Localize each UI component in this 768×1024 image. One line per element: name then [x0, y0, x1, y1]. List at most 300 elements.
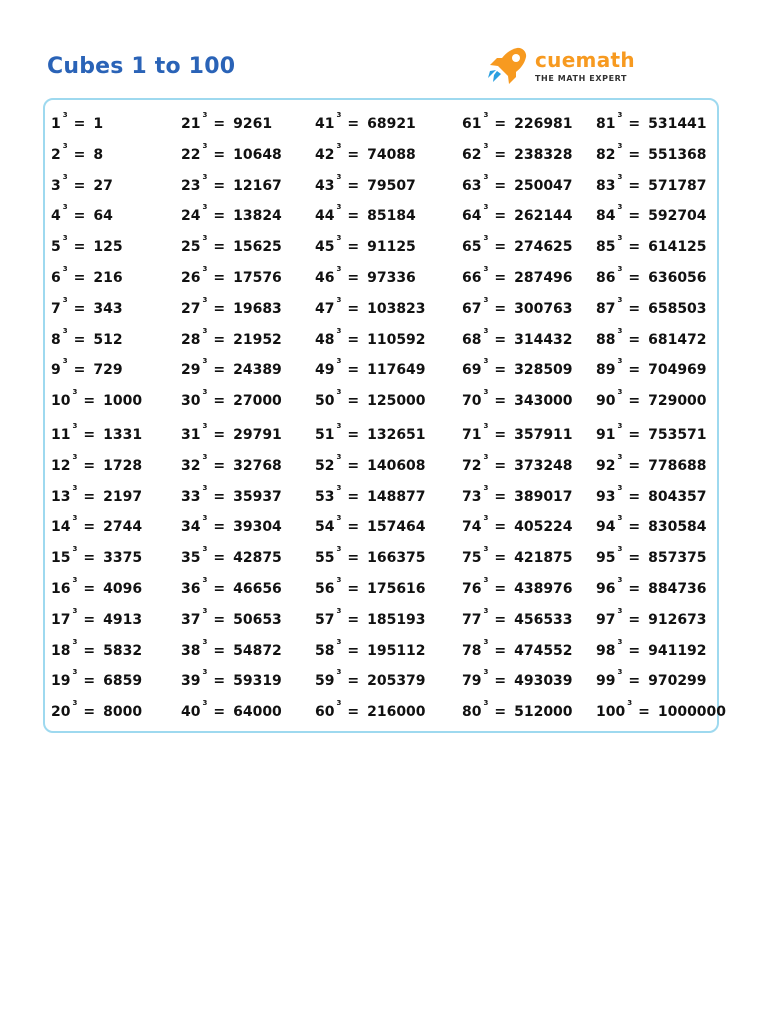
cube-exponent: 3 [72, 388, 78, 397]
equals-sign: = [213, 457, 226, 474]
cube-exponent: 3 [336, 111, 342, 119]
equals-sign: = [494, 116, 507, 132]
cube-exponent: 3 [336, 637, 342, 646]
cube-result: 39304 [233, 519, 282, 536]
cube-base: 70 [462, 393, 482, 410]
equals-sign: = [638, 704, 650, 721]
cube-exponent: 3 [62, 326, 68, 335]
cube-result: 5832 [103, 642, 143, 659]
cube-row [462, 513, 573, 541]
cube-result: 103823 [367, 300, 426, 317]
cube-result: 216000 [367, 704, 426, 721]
cube-row [596, 606, 707, 634]
equals-sign: = [73, 177, 86, 194]
cube-exponent: 3 [202, 514, 208, 523]
cube-base: 54 [315, 519, 335, 536]
cube-result: 531441 [648, 116, 707, 132]
cube-result: 1 [93, 116, 104, 132]
cube-result: 15625 [233, 239, 282, 256]
cube-result: 19683 [233, 300, 282, 317]
cube-exponent: 3 [202, 606, 208, 615]
equals-sign: = [494, 208, 507, 225]
cube-base: 16 [51, 581, 71, 597]
cube-exponent: 3 [617, 141, 623, 150]
cube-exponent: 3 [202, 111, 208, 119]
cube-result: 35937 [233, 488, 282, 505]
cube-exponent: 3 [617, 234, 623, 243]
cube-base: 91 [596, 427, 616, 443]
cube-row [462, 667, 573, 695]
equals-sign: = [628, 208, 641, 225]
cube-exponent: 3 [62, 172, 68, 181]
cube-exponent: 3 [483, 265, 489, 273]
cube-exponent: 3 [336, 422, 342, 430]
cube-base: 9 [51, 362, 61, 379]
cube-row [315, 172, 416, 200]
cube-result: 205379 [367, 673, 426, 690]
cube-exponent: 3 [483, 483, 489, 492]
cube-exponent: 3 [483, 326, 489, 335]
equals-sign: = [83, 519, 96, 536]
cube-row [596, 202, 707, 230]
brand-name: cuemath [535, 48, 635, 72]
cube-result: 343 [93, 300, 123, 317]
cube-result: 614125 [648, 239, 707, 256]
cube-base: 83 [596, 177, 616, 194]
equals-sign: = [347, 208, 360, 225]
cube-base: 17 [51, 611, 71, 628]
cube-exponent: 3 [202, 265, 208, 273]
cube-result: 2744 [103, 519, 143, 536]
cube-exponent: 3 [62, 141, 68, 150]
cube-result: 4096 [103, 581, 143, 597]
cube-base: 21 [181, 116, 201, 132]
cube-exponent: 3 [483, 111, 489, 119]
cube-exponent: 3 [483, 452, 489, 461]
equals-sign: = [494, 331, 507, 348]
cube-row [51, 637, 142, 665]
cube-base: 24 [181, 208, 201, 225]
cube-result: 405224 [514, 519, 573, 536]
cube-result: 195112 [367, 642, 426, 659]
cube-row [181, 452, 282, 480]
cube-result: 274625 [514, 239, 573, 256]
cube-row [315, 387, 426, 415]
cube-exponent: 3 [336, 172, 342, 181]
cube-row [315, 575, 426, 603]
cube-base: 69 [462, 362, 482, 379]
equals-sign: = [628, 300, 641, 317]
cube-row [462, 295, 573, 323]
cube-exponent: 3 [617, 111, 623, 119]
equals-sign: = [347, 331, 360, 348]
cube-exponent: 3 [483, 637, 489, 646]
cube-row [51, 387, 142, 415]
cube-row [315, 513, 426, 541]
equals-sign: = [494, 519, 507, 536]
cube-base: 73 [462, 488, 482, 505]
cube-exponent: 3 [72, 606, 78, 615]
cube-row [315, 606, 426, 634]
cube-exponent: 3 [617, 422, 623, 430]
brand-tagline: THE MATH EXPERT [535, 74, 628, 83]
cube-base: 82 [596, 146, 616, 163]
cube-result: 778688 [648, 457, 707, 474]
equals-sign: = [494, 362, 507, 379]
cube-result: 166375 [367, 550, 426, 567]
cube-exponent: 3 [202, 172, 208, 181]
cube-result: 10648 [233, 146, 282, 163]
cube-exponent: 3 [72, 452, 78, 461]
cube-exponent: 3 [617, 203, 623, 212]
cube-result: 97336 [367, 270, 416, 286]
cube-row [51, 264, 123, 292]
cube-result: 8 [93, 146, 104, 163]
cube-exponent: 3 [617, 576, 623, 584]
cube-result: 12167 [233, 177, 282, 194]
equals-sign: = [347, 642, 360, 659]
cube-base: 88 [596, 331, 616, 348]
cube-base: 90 [596, 393, 616, 410]
equals-sign: = [347, 116, 360, 132]
cube-base: 38 [181, 642, 201, 659]
cube-result: 9261 [233, 116, 273, 132]
cube-base: 100 [596, 704, 626, 721]
cube-result: 148877 [367, 488, 426, 505]
cube-base: 44 [315, 208, 335, 225]
cube-exponent: 3 [483, 141, 489, 150]
cube-exponent: 3 [617, 637, 623, 646]
cube-exponent: 3 [483, 357, 489, 366]
cube-base: 46 [315, 270, 335, 286]
cube-exponent: 3 [336, 388, 342, 397]
cube-result: 681472 [648, 331, 707, 348]
cube-result: 1728 [103, 457, 143, 474]
cube-exponent: 3 [202, 545, 208, 554]
equals-sign: = [213, 362, 226, 379]
equals-sign: = [494, 488, 507, 505]
cube-exponent: 3 [617, 265, 623, 273]
cube-row [51, 698, 142, 726]
cube-base: 25 [181, 239, 201, 256]
equals-sign: = [628, 581, 641, 597]
cube-result: 91125 [367, 239, 416, 256]
cube-result: 50653 [233, 611, 282, 628]
equals-sign: = [628, 362, 641, 379]
cube-result: 238328 [514, 146, 573, 163]
cube-result: 4913 [103, 611, 143, 628]
cube-row [181, 513, 282, 541]
cube-base: 36 [181, 581, 201, 597]
cube-row [51, 483, 142, 511]
cube-base: 98 [596, 642, 616, 659]
cube-exponent: 3 [483, 545, 489, 554]
cube-row [462, 264, 573, 292]
equals-sign: = [73, 300, 86, 317]
cube-row [462, 606, 573, 634]
equals-sign: = [628, 488, 641, 505]
cube-exponent: 3 [202, 422, 208, 430]
equals-sign: = [347, 393, 360, 410]
cube-base: 22 [181, 146, 201, 163]
cube-exponent: 3 [483, 699, 489, 708]
equals-sign: = [213, 642, 226, 659]
cube-row [462, 110, 573, 138]
cube-result: 140608 [367, 457, 426, 474]
cube-result: 970299 [648, 673, 707, 690]
cube-result: 32768 [233, 457, 282, 474]
cube-result: 24389 [233, 362, 282, 379]
cuemath-logo [484, 44, 644, 90]
cube-row [462, 698, 573, 726]
cube-base: 32 [181, 457, 201, 474]
cube-base: 81 [596, 116, 616, 132]
cube-base: 20 [51, 704, 71, 721]
cube-row [181, 575, 282, 603]
cube-exponent: 3 [202, 141, 208, 150]
cube-row [462, 544, 573, 572]
cube-base: 59 [315, 673, 335, 690]
cube-row [315, 141, 416, 169]
cube-result: 1331 [103, 427, 143, 443]
cube-row [315, 264, 416, 292]
cube-base: 2 [51, 146, 61, 163]
equals-sign: = [83, 704, 96, 721]
cube-row [51, 452, 142, 480]
cube-base: 76 [462, 581, 482, 597]
cube-row [596, 544, 707, 572]
equals-sign: = [83, 393, 96, 410]
equals-sign: = [628, 393, 641, 410]
cube-row [596, 295, 707, 323]
cube-row [315, 110, 416, 138]
cube-base: 12 [51, 457, 71, 474]
cube-exponent: 3 [483, 295, 489, 304]
cube-row [51, 295, 123, 323]
cube-row [315, 295, 426, 323]
cube-result: 262144 [514, 208, 573, 225]
equals-sign: = [494, 270, 507, 286]
cube-result: 21952 [233, 331, 282, 348]
cube-exponent: 3 [72, 699, 78, 708]
cube-base: 37 [181, 611, 201, 628]
cube-result: 343000 [514, 393, 573, 410]
equals-sign: = [347, 550, 360, 567]
equals-sign: = [628, 270, 641, 286]
cube-row [51, 513, 142, 541]
cube-result: 250047 [514, 177, 573, 194]
cube-base: 89 [596, 362, 616, 379]
cube-base: 74 [462, 519, 482, 536]
cube-row [51, 544, 142, 572]
cube-result: 941192 [648, 642, 707, 659]
cube-base: 31 [181, 427, 201, 443]
cube-exponent: 3 [72, 576, 78, 584]
cube-base: 11 [51, 427, 71, 443]
cube-row [51, 606, 142, 634]
equals-sign: = [347, 457, 360, 474]
equals-sign: = [347, 239, 360, 256]
cube-row [596, 141, 707, 169]
cube-base: 79 [462, 673, 482, 690]
cube-exponent: 3 [617, 295, 623, 304]
cube-result: 456533 [514, 611, 573, 628]
cube-base: 19 [51, 673, 71, 690]
cube-row [181, 110, 272, 138]
equals-sign: = [494, 300, 507, 317]
page-title: Cubes 1 to 100 [47, 54, 236, 79]
equals-sign: = [628, 331, 641, 348]
equals-sign: = [213, 177, 226, 194]
cube-result: 27000 [233, 393, 282, 410]
cube-result: 42875 [233, 550, 282, 567]
cube-exponent: 3 [202, 234, 208, 243]
cube-row [596, 172, 707, 200]
cube-exponent: 3 [62, 111, 68, 119]
cube-result: 300763 [514, 300, 573, 317]
cube-row [315, 483, 426, 511]
cube-exponent: 3 [202, 326, 208, 335]
cube-row [315, 667, 426, 695]
cube-base: 45 [315, 239, 335, 256]
equals-sign: = [347, 270, 360, 286]
equals-sign: = [347, 704, 360, 721]
equals-sign: = [494, 146, 507, 163]
cube-row [462, 233, 573, 261]
cube-base: 41 [315, 116, 335, 132]
cube-base: 64 [462, 208, 482, 225]
cube-row [596, 264, 707, 292]
cube-base: 85 [596, 239, 616, 256]
cube-row [462, 356, 573, 384]
cube-exponent: 3 [202, 452, 208, 461]
equals-sign: = [494, 457, 507, 474]
cube-row [181, 667, 282, 695]
equals-sign: = [347, 146, 360, 163]
cube-base: 42 [315, 146, 335, 163]
cube-result: 46656 [233, 581, 282, 597]
cube-row [181, 356, 282, 384]
equals-sign: = [628, 116, 641, 132]
cube-exponent: 3 [336, 295, 342, 304]
equals-sign: = [73, 146, 86, 163]
cube-base: 4 [51, 208, 61, 225]
equals-sign: = [628, 673, 641, 690]
cube-exponent: 3 [617, 357, 623, 366]
cube-result: 8000 [103, 704, 143, 721]
equals-sign: = [83, 488, 96, 505]
equals-sign: = [494, 427, 507, 443]
cube-result: 175616 [367, 581, 426, 597]
equals-sign: = [213, 146, 226, 163]
cube-result: 29791 [233, 427, 282, 443]
cube-result: 729000 [648, 393, 707, 410]
cube-result: 704969 [648, 362, 707, 379]
cube-row [51, 575, 142, 603]
equals-sign: = [213, 239, 226, 256]
cube-exponent: 3 [62, 265, 68, 273]
cube-result: 125000 [367, 393, 426, 410]
cube-base: 66 [462, 270, 482, 286]
cube-base: 34 [181, 519, 201, 536]
cube-exponent: 3 [62, 203, 68, 212]
cube-row [462, 172, 573, 200]
cube-exponent: 3 [336, 141, 342, 150]
equals-sign: = [213, 427, 226, 443]
cube-exponent: 3 [483, 234, 489, 243]
cube-exponent: 3 [336, 606, 342, 615]
cube-row [596, 110, 707, 138]
cube-result: 17576 [233, 270, 282, 286]
cube-exponent: 3 [336, 576, 342, 584]
equals-sign: = [83, 581, 96, 597]
equals-sign: = [73, 270, 86, 286]
cube-base: 6 [51, 270, 61, 286]
cube-row [596, 513, 707, 541]
cube-row [181, 233, 282, 261]
equals-sign: = [213, 704, 226, 721]
cube-base: 71 [462, 427, 482, 443]
cube-result: 592704 [648, 208, 707, 225]
cube-exponent: 3 [617, 483, 623, 492]
equals-sign: = [213, 673, 226, 690]
cube-row [315, 698, 426, 726]
equals-sign: = [628, 550, 641, 567]
cube-base: 26 [181, 270, 201, 286]
cube-row [51, 110, 103, 138]
equals-sign: = [628, 427, 641, 443]
cube-base: 86 [596, 270, 616, 286]
equals-sign: = [347, 519, 360, 536]
cube-row [462, 202, 573, 230]
cube-exponent: 3 [336, 699, 342, 708]
cube-exponent: 3 [483, 606, 489, 615]
cube-exponent: 3 [483, 172, 489, 181]
cube-row [51, 356, 123, 384]
cube-exponent: 3 [617, 514, 623, 523]
cube-base: 1 [51, 116, 61, 132]
equals-sign: = [213, 550, 226, 567]
cube-exponent: 3 [72, 422, 78, 430]
cube-result: 74088 [367, 146, 416, 163]
cube-row [51, 172, 113, 200]
cube-result: 59319 [233, 673, 282, 690]
equals-sign: = [213, 519, 226, 536]
cube-result: 1000 [103, 393, 143, 410]
cube-base: 52 [315, 457, 335, 474]
cube-result: 13824 [233, 208, 282, 225]
cube-exponent: 3 [62, 295, 68, 304]
cube-row [462, 387, 573, 415]
cube-result: 6859 [103, 673, 143, 690]
cube-row [462, 575, 573, 603]
equals-sign: = [73, 116, 86, 132]
cube-row [596, 698, 726, 726]
cube-row [51, 326, 123, 354]
cube-result: 185193 [367, 611, 426, 628]
cube-row [181, 387, 282, 415]
cube-row [462, 141, 573, 169]
cube-base: 63 [462, 177, 482, 194]
cube-base: 3 [51, 177, 61, 194]
cube-exponent: 3 [336, 483, 342, 492]
equals-sign: = [213, 270, 226, 286]
cube-result: 636056 [648, 270, 707, 286]
cube-base: 7 [51, 300, 61, 317]
cube-base: 68 [462, 331, 482, 348]
cube-row [181, 326, 282, 354]
cube-result: 830584 [648, 519, 707, 536]
